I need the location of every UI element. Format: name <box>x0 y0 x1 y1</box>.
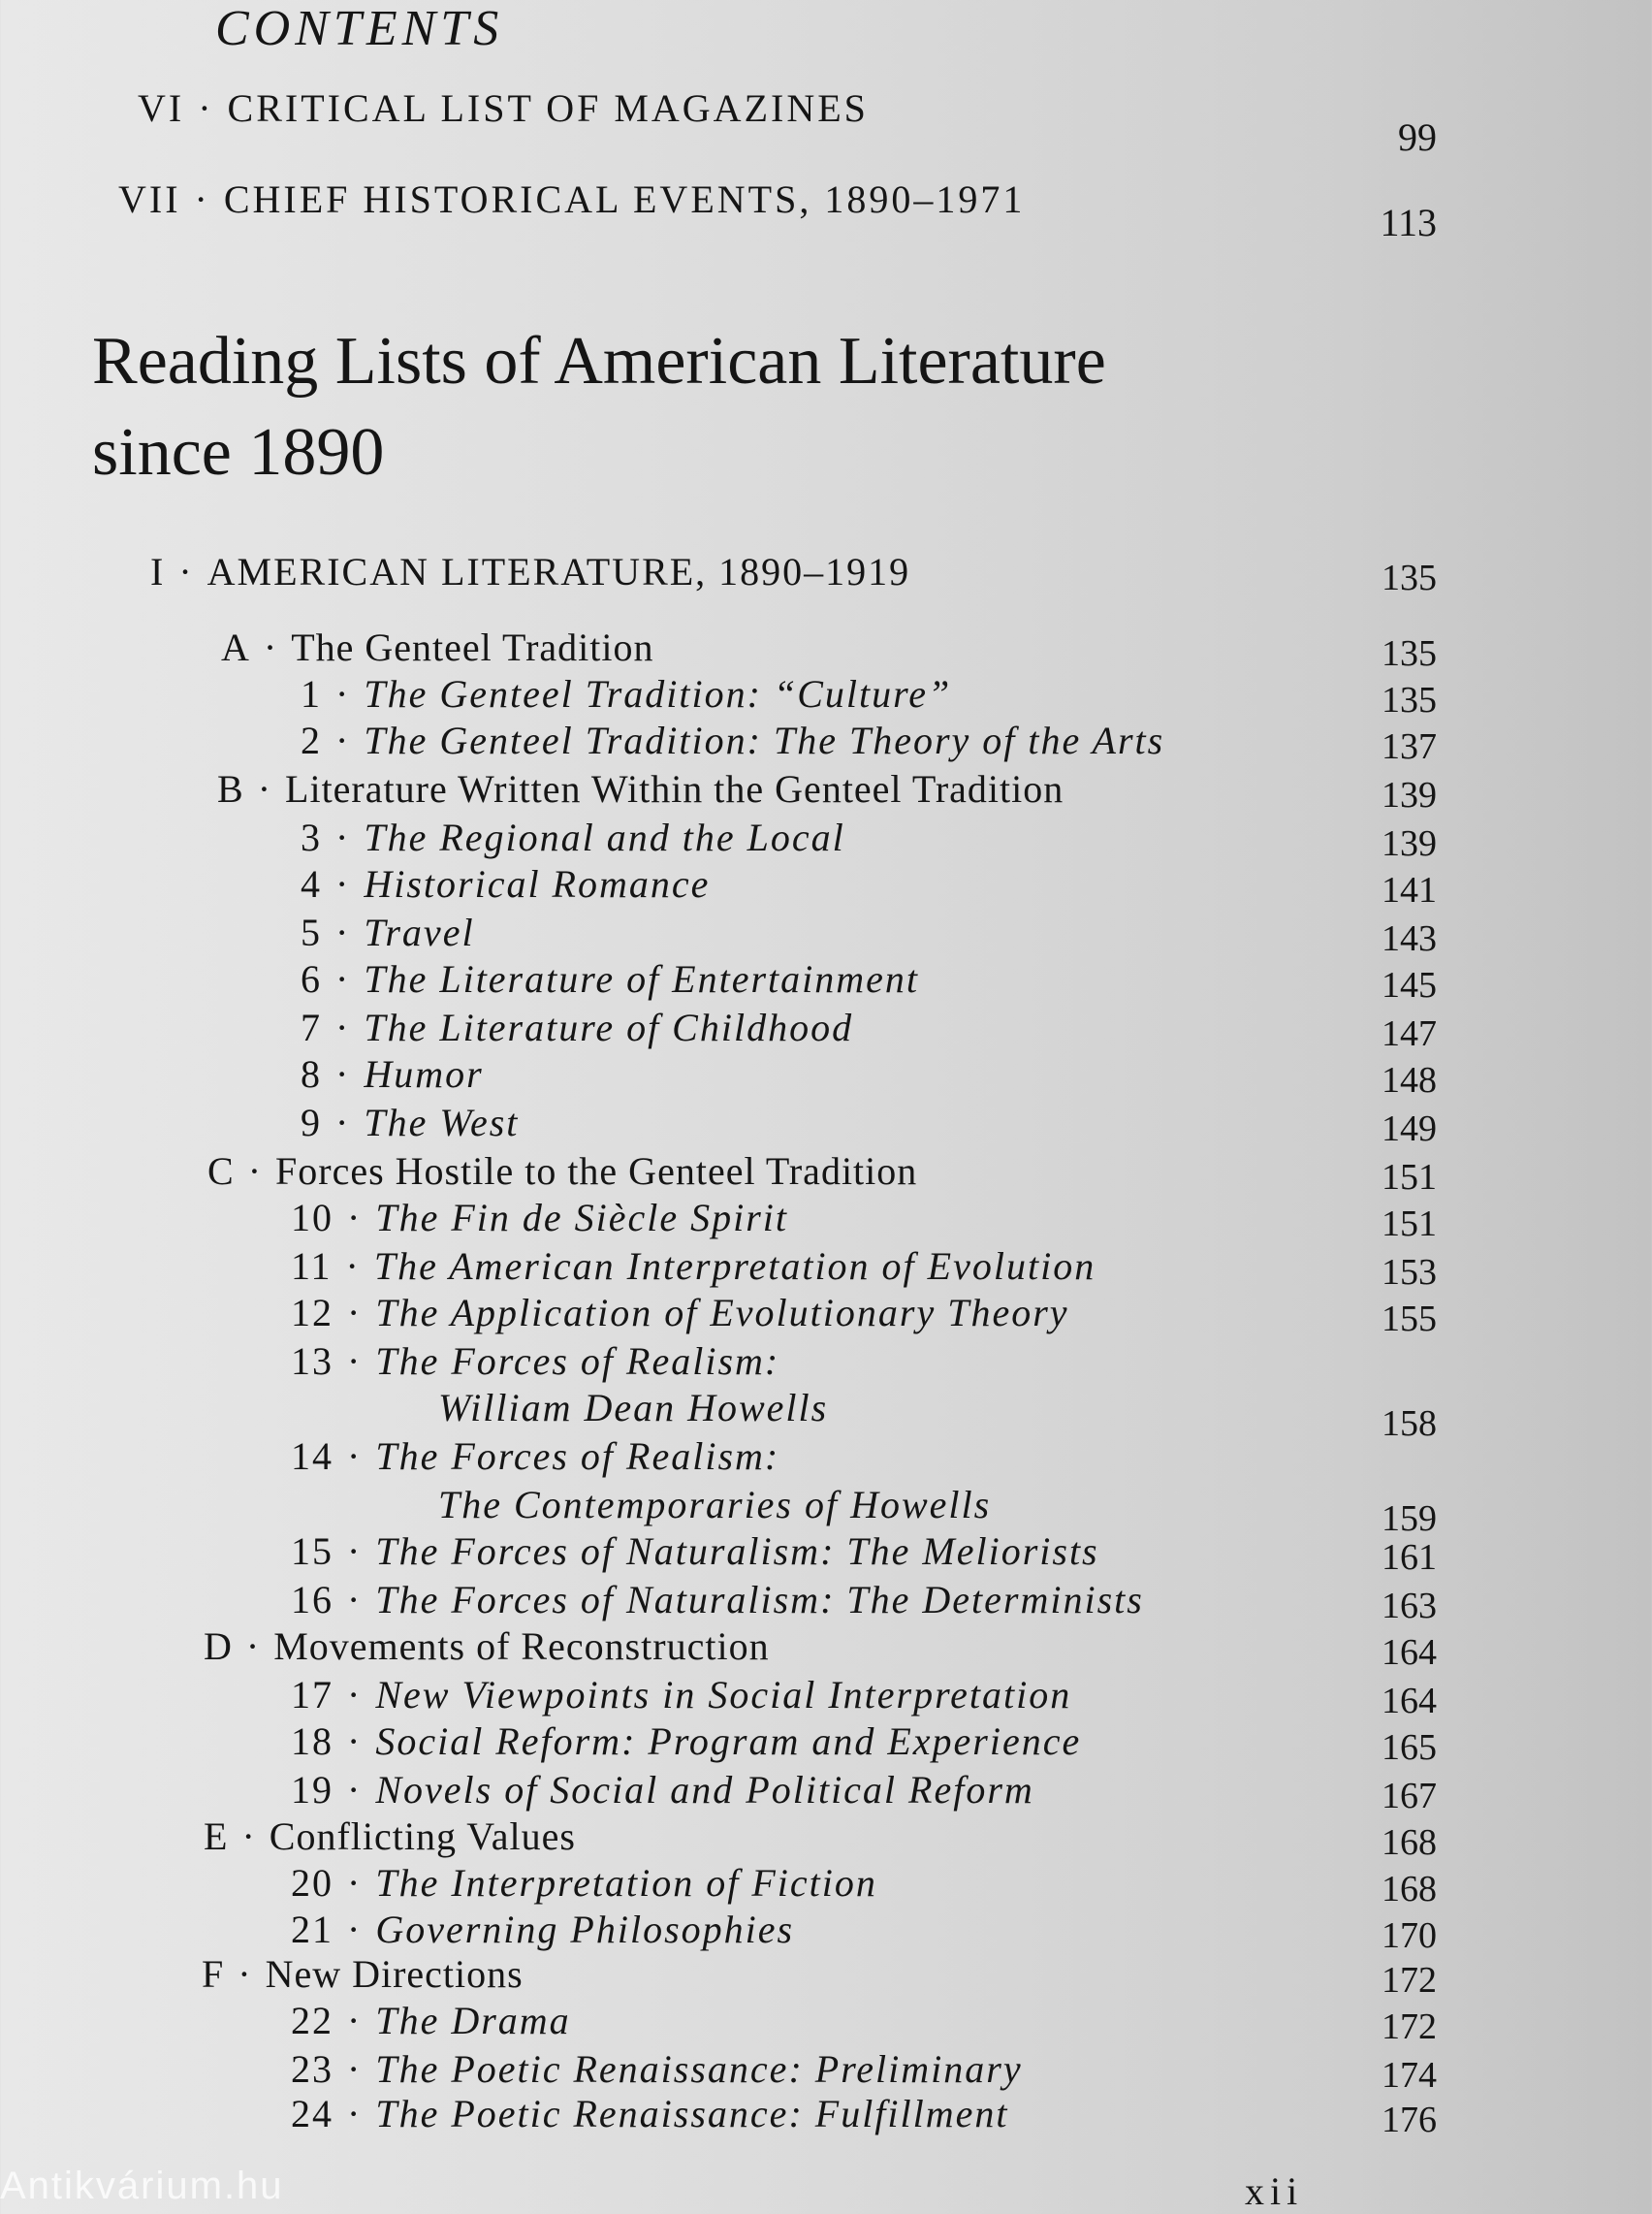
toc-entry-page-number: 135 <box>1382 633 1437 674</box>
toc-entry-separator: · <box>347 1196 363 1239</box>
toc-entry-label <box>291 1338 779 1385</box>
toc-entry-separator: · <box>241 1814 256 1858</box>
toc-entry-title: The Fin de Siècle Spirit <box>375 1196 789 1239</box>
watermark: Antikvárium.hu <box>0 2165 284 2207</box>
entry-page-number: 113 <box>1380 201 1437 244</box>
toc-entry-title: Historical Romance <box>364 862 711 906</box>
toc-row-item <box>0 1290 1652 1339</box>
toc-entry-page-number: 135 <box>1382 558 1437 598</box>
toc-entry-separator: · <box>347 1434 363 1478</box>
toc-entry-marker: 15 <box>291 1529 334 1573</box>
toc-entry-marker: E <box>204 1814 229 1858</box>
toc-entry-marker: F <box>202 1952 225 1996</box>
toc-entry-marker: 3 <box>301 816 322 859</box>
toc-entry-separator: · <box>347 1673 363 1717</box>
toc-entry-page-number: 155 <box>1382 1299 1437 1339</box>
toc-entry-title: Social Reform: Program and Experience <box>375 1719 1082 1763</box>
toc-entry-separator: · <box>347 2092 363 2135</box>
toc-entry-marker: 14 <box>291 1434 334 1478</box>
toc-entry-marker: 4 <box>301 862 322 906</box>
toc-entry-page-number: 164 <box>1382 1681 1437 1721</box>
toc-entry-label <box>301 671 951 718</box>
toc-row-item <box>0 1767 1652 1816</box>
toc-entry-separator: · <box>347 1719 363 1763</box>
toc-entry-marker: 16 <box>291 1578 334 1621</box>
toc-row-section <box>0 549 1652 598</box>
toc-entry-separator: · <box>335 862 351 906</box>
toc-entry-title: The Forces of Realism: <box>375 1434 780 1478</box>
toc-entry-page-number: 170 <box>1382 1915 1437 1956</box>
toc-row-item <box>0 1907 1652 1956</box>
toc-entry-separator: · <box>347 1578 363 1621</box>
toc-entry-label <box>291 1907 794 1953</box>
toc-entry-title: Travel <box>364 911 475 954</box>
toc-entry-title: The West <box>364 1101 520 1144</box>
toc-entry-title: The Genteel Tradition: The Theory of the Arts <box>364 719 1165 762</box>
entry-title: CHIEF HISTORICAL EVENTS, 1890–1971 <box>223 177 1026 221</box>
toc-entry-title: Forces Hostile to the Genteel Tradition <box>275 1149 918 1193</box>
toc-entry-page-number: 159 <box>1382 1498 1437 1539</box>
toc-entry-label <box>301 1100 519 1146</box>
toc-entry-marker: 5 <box>301 911 322 954</box>
toc-entry-separator: · <box>263 626 278 669</box>
toc-row-letter <box>0 766 1652 816</box>
toc-entry-page-number: 176 <box>1382 2100 1437 2140</box>
toc-entry-label <box>291 1998 571 2044</box>
toc-row-item <box>0 1860 1652 1907</box>
toc-entry-marker: 11 <box>291 1244 333 1288</box>
page-number: xii <box>1245 2169 1304 2213</box>
toc-row-item <box>0 1338 1652 1385</box>
toc-entry-title: Literature Written Within the Genteel Tradition <box>285 767 1064 811</box>
toc-row-item <box>0 1672 1652 1721</box>
toc-entry-marker: 21 <box>291 1908 334 1951</box>
toc-entry-separator: · <box>347 1999 363 2042</box>
toc-entry-marker: 13 <box>291 1339 334 1383</box>
toc-entry-marker: 24 <box>291 2092 334 2135</box>
toc-entry-label <box>291 1718 1081 1765</box>
toc-row-cont <box>0 1482 1652 1539</box>
toc-row-item <box>0 1051 1652 1101</box>
toc-row-item <box>0 2091 1652 2140</box>
toc-entry-page-number: 135 <box>1382 680 1437 721</box>
toc-entry-page-number: 147 <box>1382 1013 1437 1054</box>
page-title-line-1: Reading Lists of American Literature <box>92 324 1106 399</box>
toc-entry-page-number: 172 <box>1382 2006 1437 2047</box>
toc-row-item <box>0 1718 1652 1768</box>
toc-entry-marker: 20 <box>291 1861 334 1905</box>
toc-entry-page-number: 168 <box>1382 1822 1437 1863</box>
toc-entry-separator: · <box>347 1768 363 1812</box>
toc-entry-marker: 23 <box>291 2047 334 2091</box>
toc-entry-page-number: 165 <box>1382 1727 1437 1768</box>
toc-row-letter <box>0 1148 1652 1198</box>
toc-entry-page-number: 161 <box>1382 1537 1437 1578</box>
toc-entry-marker: 18 <box>291 1719 334 1763</box>
toc-row-item <box>0 718 1652 767</box>
toc-entry-label <box>291 1290 1069 1336</box>
toc-entry-label <box>291 1767 1034 1813</box>
toc-entry-title: The Forces of Naturalism: The Meliorists <box>375 1529 1099 1573</box>
toc-entry-label <box>301 1051 484 1098</box>
toc-row-item <box>0 1528 1652 1578</box>
toc-entry-separator: · <box>335 957 351 1001</box>
toc-entry-label <box>301 1005 853 1051</box>
toc-entry-label <box>217 766 1064 813</box>
page-title-line-2: since 1890 <box>92 415 385 490</box>
toc-entry-label <box>291 1243 1096 1290</box>
toc-entry-page-number: 149 <box>1382 1108 1437 1149</box>
toc-row-item <box>0 671 1652 721</box>
toc-entry-title: Conflicting Values <box>269 1814 576 1858</box>
toc-entry-label <box>291 1672 1071 1718</box>
toc-entry-separator: · <box>335 719 351 762</box>
toc-entry-page-number: 139 <box>1382 775 1437 816</box>
toc-entry-title: New Directions <box>265 1952 524 1996</box>
toc-entry-label <box>438 1385 828 1431</box>
toc-entry-label <box>291 2091 1009 2137</box>
toc-entry-separator: · <box>245 1624 261 1668</box>
toc-entry-marker: I <box>150 550 166 594</box>
toc-row-item <box>0 861 1652 911</box>
front-entry-vii: VII · CHIEF HISTORICAL EVENTS, 1890–1971 <box>118 177 1026 221</box>
toc-entry-title: The American Interpretation of Evolution <box>373 1244 1096 1288</box>
toc-entry-title: The Interpretation of Fiction <box>375 1861 877 1905</box>
toc-entry-page-number: 143 <box>1382 918 1437 959</box>
toc-entry-marker: B <box>217 767 244 811</box>
toc-entry-title: The Genteel Tradition: “Culture” <box>364 672 952 716</box>
toc-entry-marker: 9 <box>301 1101 322 1144</box>
toc-entry-page-number: 174 <box>1382 2055 1437 2096</box>
entry-numeral: VII <box>118 177 181 221</box>
toc-entry-page-number: 145 <box>1382 965 1437 1006</box>
toc-entry-title: The Poetic Renaissance: Preliminary <box>375 2047 1023 2091</box>
toc-entry-marker: 7 <box>301 1006 322 1049</box>
toc-entry-marker: 22 <box>291 1999 334 2042</box>
toc-entry-label <box>291 1577 1144 1623</box>
toc-entry-marker: 1 <box>301 672 322 716</box>
toc-entry-page-number: 151 <box>1382 1157 1437 1198</box>
toc-entry-label <box>291 1433 779 1480</box>
toc-entry-label <box>291 1860 877 1907</box>
toc-entry-separator: · <box>347 1861 363 1905</box>
toc-entry-title: The Application of Evolutionary Theory <box>375 1291 1069 1334</box>
toc-entry-title: Movements of Reconstruction <box>273 1624 770 1668</box>
toc-row-item <box>0 1005 1652 1054</box>
toc-entry-title: Novels of Social and Political Reform <box>375 1768 1034 1812</box>
toc-entry-label <box>207 1148 917 1195</box>
toc-entry-title: The Regional and the Local <box>364 816 845 859</box>
toc-entry-separator: · <box>347 2047 363 2091</box>
toc-entry-page-number: 167 <box>1382 1776 1437 1816</box>
toc-entry-separator: · <box>257 767 272 811</box>
toc-entry-label <box>291 1195 788 1241</box>
toc-entry-separator: · <box>247 1149 263 1193</box>
toc-row-item <box>0 2046 1652 2096</box>
toc-entry-page-number: 172 <box>1382 1960 1437 2001</box>
toc-entry-page-number: 141 <box>1382 870 1437 911</box>
toc-row-item <box>0 815 1652 864</box>
toc-row-item <box>0 910 1652 959</box>
entry-page-number: 99 <box>1398 115 1437 159</box>
toc-entry-page-number: 153 <box>1382 1252 1437 1293</box>
toc-entry-marker: 19 <box>291 1768 334 1812</box>
toc-entry-marker: 17 <box>291 1673 334 1717</box>
toc-entry-label <box>221 625 654 671</box>
toc-row-letter <box>0 625 1652 674</box>
page-title <box>92 316 1352 498</box>
toc-entry-marker: 10 <box>291 1196 334 1239</box>
toc-entry-marker: C <box>207 1149 235 1193</box>
running-header: CONTENTS <box>215 1 504 56</box>
toc-entry-label <box>301 861 710 908</box>
toc-row-letter <box>0 1951 1652 2001</box>
toc-entry-marker: 8 <box>301 1052 322 1096</box>
toc-row-item <box>0 1195 1652 1244</box>
toc-entry-label <box>291 2046 1023 2093</box>
toc-row-item <box>0 1100 1652 1149</box>
entry-numeral: VI <box>138 86 185 130</box>
toc-entry-label <box>301 910 475 956</box>
toc-entry-marker: 12 <box>291 1291 334 1334</box>
toc-entry-separator: · <box>335 1101 351 1144</box>
toc-entry-page-number: 148 <box>1382 1060 1437 1101</box>
toc-entry-label <box>301 815 845 861</box>
toc-entry-separator: · <box>347 1291 363 1334</box>
toc-entry-label <box>204 1623 770 1670</box>
toc-row-item <box>0 1243 1652 1293</box>
toc-entry-page-number: 139 <box>1382 823 1437 864</box>
entry-title: CRITICAL LIST OF MAGAZINES <box>227 86 869 130</box>
toc-entry-title: New Viewpoints in Social Interpretation <box>375 1673 1072 1717</box>
toc-entry-separator: · <box>347 1908 363 1951</box>
toc-entry-page-number: 168 <box>1382 1869 1437 1909</box>
toc-row-letter <box>0 1623 1652 1673</box>
toc-entry-label <box>438 1482 991 1528</box>
toc-entry-separator: · <box>347 1339 363 1383</box>
toc-entry-marker: 6 <box>301 957 322 1001</box>
toc-entry-title: Humor <box>364 1052 484 1096</box>
toc-entry-label <box>150 549 910 595</box>
toc-entry-title: Governing Philosophies <box>375 1908 795 1951</box>
toc-entry-page-number: 158 <box>1382 1403 1437 1444</box>
toc-entry-label <box>291 1528 1099 1575</box>
toc-entry-title: William Dean Howells <box>438 1386 829 1429</box>
toc-entry-label <box>202 1951 524 1998</box>
toc-entry-title: The Literature of Entertainment <box>364 957 920 1001</box>
toc-row-letter <box>0 1813 1652 1863</box>
toc-row-item <box>0 1577 1652 1626</box>
toc-entry-page-number: 137 <box>1382 726 1437 767</box>
toc-entry-separator: · <box>238 1952 252 1996</box>
toc-entry-separator: · <box>335 672 351 716</box>
toc-entry-title: The Forces of Realism: <box>375 1339 780 1383</box>
toc-row-item <box>0 956 1652 1006</box>
toc-entry-separator: · <box>335 1052 351 1096</box>
toc-entry-title: The Genteel Tradition <box>291 626 654 669</box>
toc-entry-label <box>301 956 919 1003</box>
toc-entry-separator: · <box>178 550 194 594</box>
toc-row-item <box>0 1433 1652 1480</box>
toc-entry-separator: · <box>335 911 351 954</box>
toc-entry-separator: · <box>345 1244 361 1288</box>
toc-entry-title: The Contemporaries of Howells <box>438 1483 992 1526</box>
toc-entry-marker: A <box>221 626 250 669</box>
toc-entry-separator: · <box>347 1529 363 1573</box>
toc-entry-page-number: 164 <box>1382 1632 1437 1673</box>
toc-entry-title: AMERICAN LITERATURE, 1890–1919 <box>206 550 911 594</box>
toc-entry-title: The Forces of Naturalism: The Determinists <box>375 1578 1144 1621</box>
toc-entry-label <box>301 718 1164 764</box>
toc-row-item <box>0 1998 1652 2047</box>
toc-entry-separator: · <box>335 1006 351 1049</box>
toc-entry-marker: D <box>204 1624 233 1668</box>
toc-row-cont <box>0 1385 1652 1444</box>
toc-entry-page-number: 163 <box>1382 1586 1437 1626</box>
toc-entry-title: The Drama <box>375 1999 571 2042</box>
toc-entry-separator: · <box>335 816 351 859</box>
toc-entry-page-number: 151 <box>1382 1203 1437 1244</box>
front-entry-vi: VI · CRITICAL LIST OF MAGAZINES <box>138 86 869 130</box>
toc-entry-title: The Literature of Childhood <box>364 1006 854 1049</box>
toc-entry-marker: 2 <box>301 719 322 762</box>
toc-entry-title: The Poetic Renaissance: Fulfillment <box>375 2092 1009 2135</box>
toc-entry-label <box>204 1813 576 1860</box>
